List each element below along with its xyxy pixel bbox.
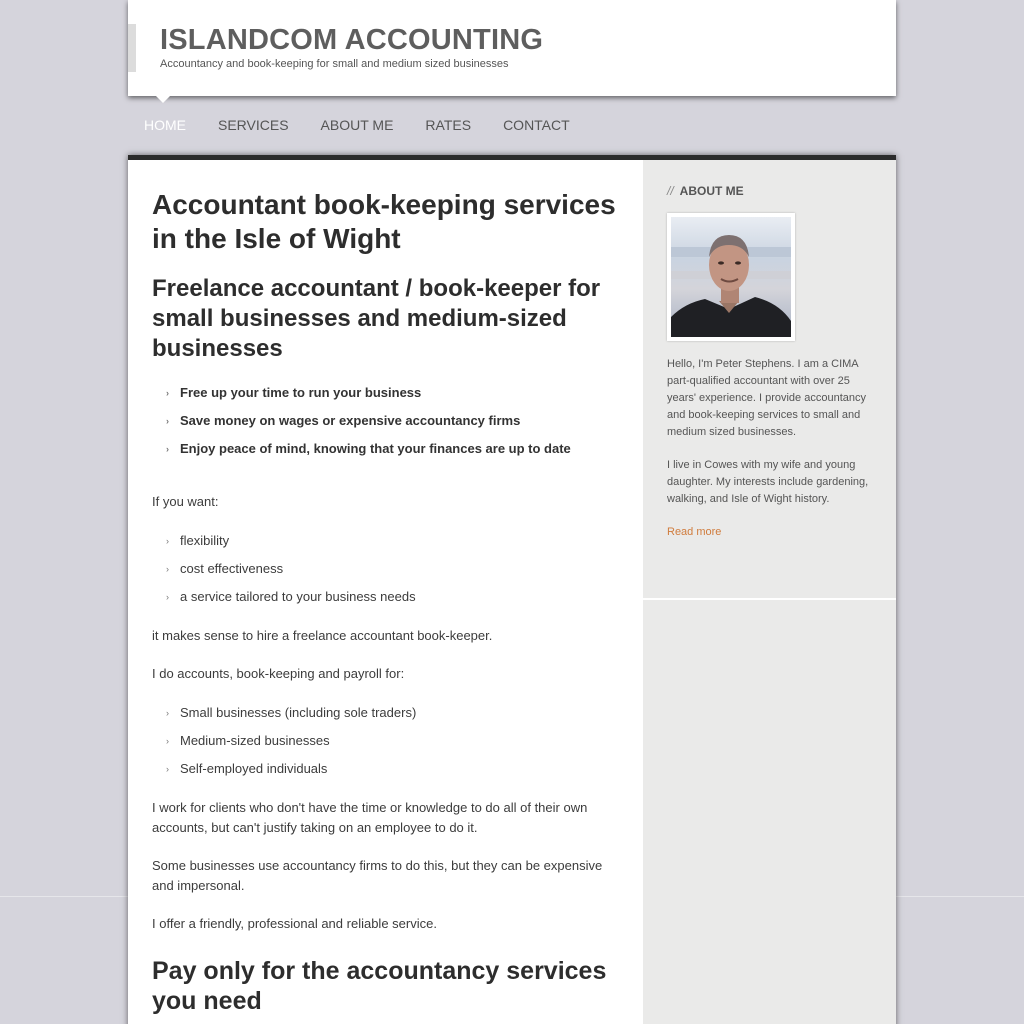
portrait-photo-icon xyxy=(671,217,791,337)
list-item xyxy=(152,760,622,778)
list-item-text: Enjoy peace of mind, knowing that your finances are up to date xyxy=(180,441,571,456)
list-item-text: Free up your time to run your business xyxy=(180,385,422,400)
read-more-wrapper xyxy=(667,524,875,541)
page-heading: Accountant book-keeping services in the Isle of Wight xyxy=(152,189,616,254)
list-item-text: a service tailored to your business needs xyxy=(180,589,416,604)
header-accent-bar xyxy=(128,24,136,72)
makes-sense-text: it makes sense to hire a freelance accountant book-keeper. xyxy=(152,628,493,643)
chevron-right-icon: › xyxy=(166,536,169,546)
wants-list xyxy=(152,532,622,606)
list-item xyxy=(152,412,622,430)
about-me-widget xyxy=(643,160,896,600)
clients-list xyxy=(152,704,622,778)
list-item-text: Small businesses (including sole traders) xyxy=(180,705,417,720)
chevron-right-icon: › xyxy=(166,388,169,398)
list-item-text: Self-employed individuals xyxy=(180,761,328,776)
chevron-right-icon: › xyxy=(166,708,169,718)
list-item xyxy=(152,704,622,722)
sub-heading: Freelance accountant / book-keeper for small businesses and medium-sized businesses xyxy=(152,275,601,362)
main-nav xyxy=(144,117,602,137)
content-area xyxy=(128,160,643,1024)
chevron-right-icon: › xyxy=(166,416,169,426)
clients-paragraph: I work for clients who don't have the time or knowledge to do all of their own accounts, but can't justify taking on an employee to do it. xyxy=(152,800,588,835)
widget-title xyxy=(667,184,744,198)
chevron-right-icon: › xyxy=(166,592,169,602)
list-item-text: Save money on wages or expensive accountancy firms xyxy=(180,413,521,428)
if-you-want-text: If you want: xyxy=(152,494,219,509)
sidebar xyxy=(643,160,896,1024)
nav-item-contact[interactable]: CONTACT xyxy=(503,117,570,133)
about-me-paragraph-1: Hello, I'm Peter Stephens. I am a CIMA part-qualified accountant with over 25 years' experience. I provide accountancy and book-keeping services to small and medium sized businesses. xyxy=(667,358,866,438)
chevron-right-icon: › xyxy=(166,736,169,746)
list-item xyxy=(152,732,622,750)
list-item xyxy=(152,532,622,550)
chevron-right-icon: › xyxy=(166,764,169,774)
nav-active-pointer xyxy=(155,95,171,103)
site-header xyxy=(128,0,896,96)
list-item xyxy=(152,384,622,402)
chevron-right-icon: › xyxy=(166,444,169,454)
nav-item-about-me[interactable]: ABOUT ME xyxy=(320,117,394,133)
widget-title-text: ABOUT ME xyxy=(679,184,744,198)
pricing-heading: Pay only for the accountancy services you need xyxy=(152,957,607,1015)
services-for-text: I do accounts, book-keeping and payroll for: xyxy=(152,666,405,681)
site-tagline: Accountancy and book-keeping for small and medium sized businesses xyxy=(160,58,509,70)
nav-item-services[interactable]: SERVICES xyxy=(218,117,289,133)
widget-title-slashes: // xyxy=(667,184,674,198)
nav-item-rates[interactable]: RATES xyxy=(425,117,472,133)
nav-item-home[interactable]: HOME xyxy=(144,117,186,133)
benefits-list xyxy=(152,384,622,458)
site-title[interactable]: ISLANDCOM ACCOUNTING xyxy=(160,24,544,56)
offer-paragraph: I offer a friendly, professional and reliable service. xyxy=(152,916,437,931)
chevron-right-icon: › xyxy=(166,564,169,574)
list-item-text: Medium-sized businesses xyxy=(180,733,330,748)
main-container xyxy=(128,155,896,1024)
content-inner xyxy=(152,188,622,1024)
list-item-text: cost effectiveness xyxy=(180,561,284,576)
about-me-paragraph-2: I live in Cowes with my wife and young daughter. My interests include gardening, walking, and Isle of Wight history. xyxy=(667,459,869,505)
list-item-text: flexibility xyxy=(180,533,230,548)
avatar xyxy=(667,213,795,341)
firms-paragraph: Some businesses use accountancy firms to do this, but they can be expensive and impersonal. xyxy=(152,858,603,893)
list-item xyxy=(152,560,622,578)
list-item xyxy=(152,440,622,458)
list-item xyxy=(152,588,622,606)
read-more-link[interactable]: Read more xyxy=(667,526,722,538)
about-me-text xyxy=(667,356,875,557)
